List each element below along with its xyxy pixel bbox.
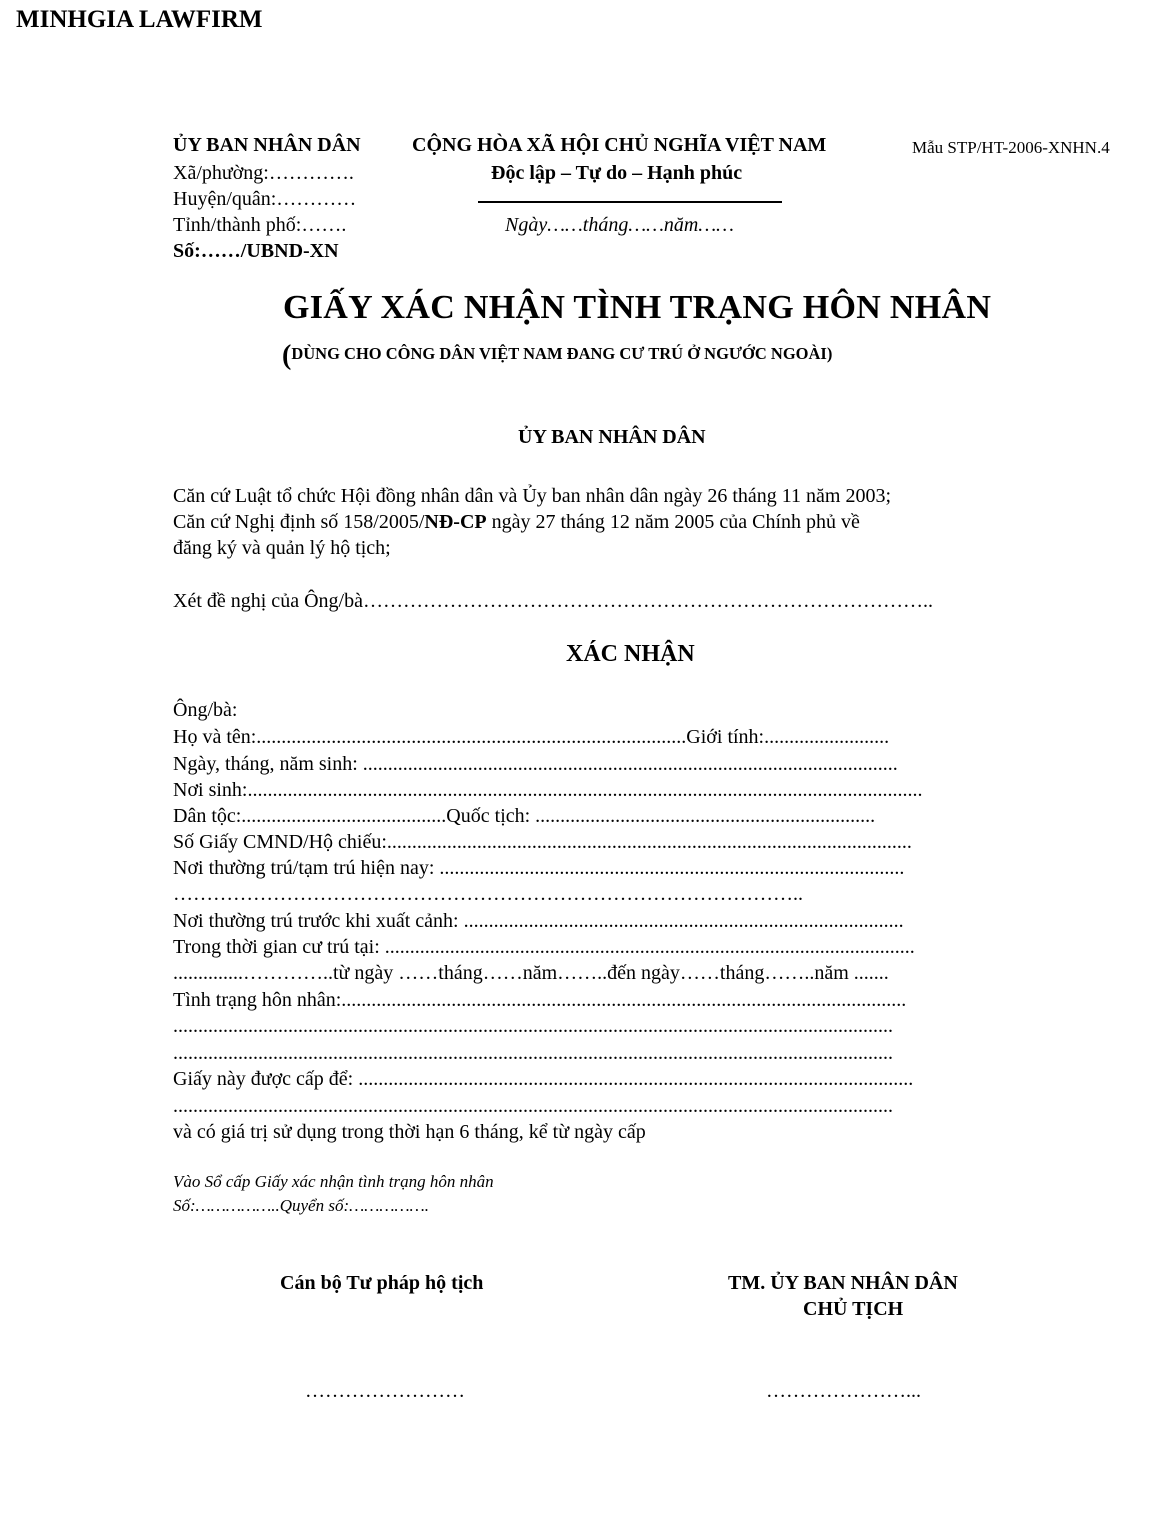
field-line: ................................................................................................................................................: [173, 1095, 893, 1117]
header-left-district: Huyện/quân:…………: [173, 188, 357, 210]
field-line: ................................................................................................................................................: [173, 1015, 893, 1037]
left-signer-title: Cán bộ Tư pháp hộ tịch: [280, 1272, 484, 1294]
field-line: Tình trạng hôn nhân:.................................................................................................................: [173, 989, 907, 1011]
field-line: Ngày, tháng, năm sinh: ...........................................................................................................: [173, 753, 898, 775]
field-line: và có giá trị sử dụng trong thời hạn 6 tháng, kể từ ngày cấp: [173, 1121, 646, 1143]
basis-line-3: đăng ký và quản lý hộ tịch;: [173, 537, 391, 559]
basis-line-2-a: Căn cứ Nghị định số 158/2005/: [173, 511, 425, 533]
subtitle-open-paren: (: [282, 340, 292, 371]
basis-line-2-b: NĐ-CP: [424, 511, 487, 533]
firm-name: MINHGIA LAWFIRM: [16, 6, 263, 33]
right-signer-role: CHỦ TỊCH: [803, 1298, 904, 1320]
basis-line-2: [173, 511, 860, 534]
field-line: ................................................................................................................................................: [173, 1042, 893, 1064]
issuer-heading: ỦY BAN NHÂN DÂN: [518, 426, 706, 448]
field-line: Số Giấy CMND/Hộ chiếu:.........................................................................................................: [173, 831, 912, 853]
header-date-line: Ngày……tháng……năm……: [505, 214, 734, 236]
confirm-heading: XÁC NHẬN: [566, 641, 695, 667]
registry-line-2: Số:……………..Quyển số:…………….: [173, 1196, 429, 1215]
field-line: Nơi thường trú/tạm trú hiện nay: .............................................................................................: [173, 857, 905, 879]
header-left-number: Số:……/UBND-XN: [173, 240, 339, 262]
field-line: ..............…………..từ ngày ……tháng……năm……..đến ngày……tháng……..năm .......: [173, 962, 889, 984]
field-line: Ông/bà:: [173, 699, 238, 721]
header-country: CỘNG HÒA XÃ HỘI CHỦ NGHĨA VIỆT NAM: [412, 134, 827, 156]
subtitle-text: DÙNG CHO CÔNG DÂN VIỆT NAM ĐANG CƯ TRÚ Ở NGƯỚC NGOÀI): [291, 344, 833, 363]
header-motto: Độc lập – Tự do – Hạnh phúc: [491, 162, 743, 184]
right-signer-title: TM. ỦY BAN NHÂN DÂN: [728, 1272, 958, 1294]
registry-line-1: Vào Sổ cấp Giấy xác nhận tình trạng hôn nhân: [173, 1172, 494, 1191]
field-line: …………………………………………………………………………………..: [173, 883, 803, 905]
document-subtitle: [282, 340, 832, 372]
field-line: Họ và tên:......................................................................................Giới tính:.........................: [173, 726, 890, 748]
form-code: Mẫu STP/HT-2006-XNHN.4: [912, 138, 1110, 157]
right-signature-dots: …………………...: [766, 1380, 921, 1402]
field-line: Trong thời gian cư trú tại: ..........................................................................................................: [173, 936, 915, 958]
header-left-province: Tỉnh/thành phố:…….: [173, 214, 347, 236]
document-title: GIẤY XÁC NHẬN TÌNH TRẠNG HÔN NHÂN: [283, 289, 992, 326]
left-signature-dots: ……………………: [305, 1380, 465, 1402]
basis-line-1: Căn cứ Luật tổ chức Hội đồng nhân dân và Ủy ban nhân dân ngày 26 tháng 11 năm 2003;: [173, 485, 891, 507]
header-left-org: ỦY BAN NHÂN DÂN: [173, 134, 361, 156]
field-line: Giấy này được cấp để: ...............................................................................................................: [173, 1068, 914, 1090]
proposal-line: Xét đề nghị của Ông/bà…………………………………………………………………………..: [173, 590, 933, 612]
header-left-ward: Xã/phường:………….: [173, 162, 354, 184]
field-line: Nơi thường trú trước khi xuất cảnh: ........................................................................................: [173, 910, 904, 932]
field-line: Dân tộc:.........................................Quốc tịch: ....................................................................: [173, 805, 876, 827]
field-line: Nơi sinh:.......................................................................................................................................: [173, 779, 923, 801]
basis-line-2-c: ngày 27 tháng 12 năm 2005 của Chính phủ về: [486, 511, 860, 533]
motto-underline: [478, 201, 782, 203]
